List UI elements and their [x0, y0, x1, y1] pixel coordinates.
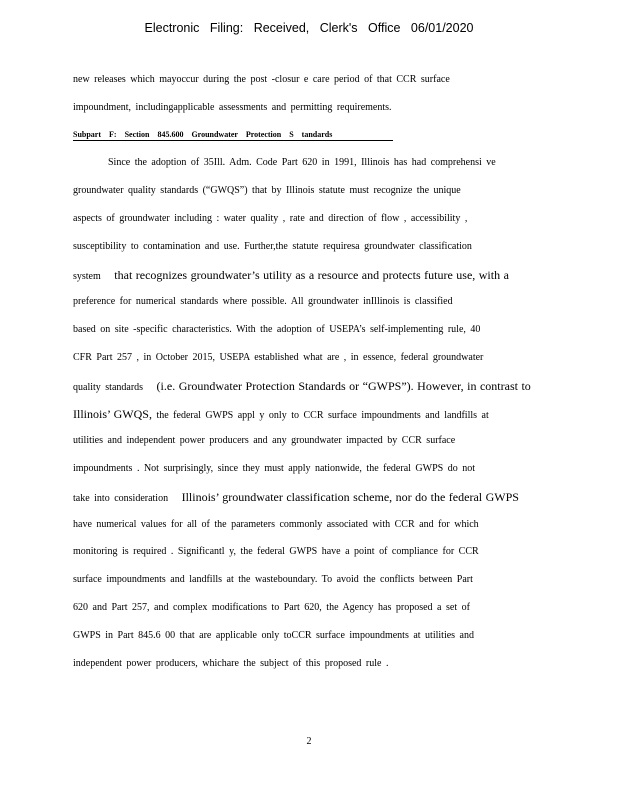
- paragraph-line-18: GWPS in Part 845.6 00 that are applicable only toCCR surface impoundments at utilities and: [73, 630, 474, 641]
- paragraph-line-7: based on site -specific characteristics. With the adoption of USEPA’s self-implementing rule, 40: [73, 324, 481, 335]
- paragraph-line-15: monitoring is required . Significantl y, the federal GWPS have a point of compliance for CCR: [73, 546, 479, 557]
- line-9-emphasis: (i.e. Groundwater Protection Standards or “GWPS”). However, in contrast to: [156, 379, 531, 393]
- line-prefix-illinois-gwqs: Illinois’ GWQS,: [73, 407, 152, 421]
- line-prefix-system: system: [73, 271, 101, 282]
- line-prefix-take-into: take into consideration: [73, 493, 169, 504]
- paragraph-line-13: [73, 490, 543, 505]
- paragraph-line-11: utilities and independent power producers and any groundwater impacted by CCR surface: [73, 435, 456, 446]
- section-heading: Subpart F: Section 845.600 Groundwater Protection S tandards: [73, 130, 393, 141]
- paragraph-line-12: impoundments . Not surprisingly, since they must apply nationwide, the federal GWPS do not: [73, 463, 475, 474]
- paragraph-line-5: [73, 268, 543, 283]
- line-5-emphasis: that recognizes groundwater’s utility as a resource and protects future use, with a: [114, 268, 509, 282]
- paragraph-line-8: CFR Part 257 , in October 2015, USEPA established what are , in essence, federal groundwater: [73, 352, 484, 363]
- paragraph-line-2: groundwater quality standards (“GWQS”) that by Illinois statute must recognize the unique: [73, 185, 461, 196]
- line-prefix-quality-standards: quality standards: [73, 382, 144, 393]
- paragraph-line-6: preference for numerical standards where possible. All groundwater inIllinois is classified: [73, 296, 453, 307]
- filing-header: Electronic Filing: Received, Clerk's Office 06/01/2020: [144, 21, 474, 35]
- paragraph-line-16: surface impoundments and landfills at the wasteboundary. To avoid the conflicts between Part: [73, 574, 473, 585]
- line-10-rest: the federal GWPS appl y only to CCR surface impoundments and landfills at: [156, 410, 489, 421]
- paragraph-line-19: independent power producers, whichare the subject of this proposed rule .: [73, 658, 389, 669]
- paragraph-line-10: [73, 407, 543, 422]
- paragraph-line-4: susceptibility to contamination and use. Further,the statute requiresa groundwater classification: [73, 241, 472, 252]
- paragraph-line-1: Since the adoption of 35Ill. Adm. Code Part 620 in 1991, Illinois has had comprehensi ve: [108, 157, 496, 168]
- paragraph-line-3: aspects of groundwater including : water quality , rate and direction of flow , accessibility ,: [73, 213, 468, 224]
- page-number: 2: [306, 736, 312, 747]
- intro-line-2: impoundment, includingapplicable assessments and permitting requirements.: [73, 102, 392, 113]
- paragraph-line-17: 620 and Part 257, and complex modifications to Part 620, the Agency has proposed a set of: [73, 602, 470, 613]
- paragraph-line-9: [73, 379, 543, 394]
- line-13-emphasis: Illinois’ groundwater classification scheme, nor do the federal GWPS: [181, 490, 519, 504]
- intro-line-1: new releases which mayoccur during the post -closur e care period of that CCR surface: [73, 74, 450, 85]
- paragraph-line-14: have numerical values for all of the parameters commonly associated with CCR and for which: [73, 519, 479, 530]
